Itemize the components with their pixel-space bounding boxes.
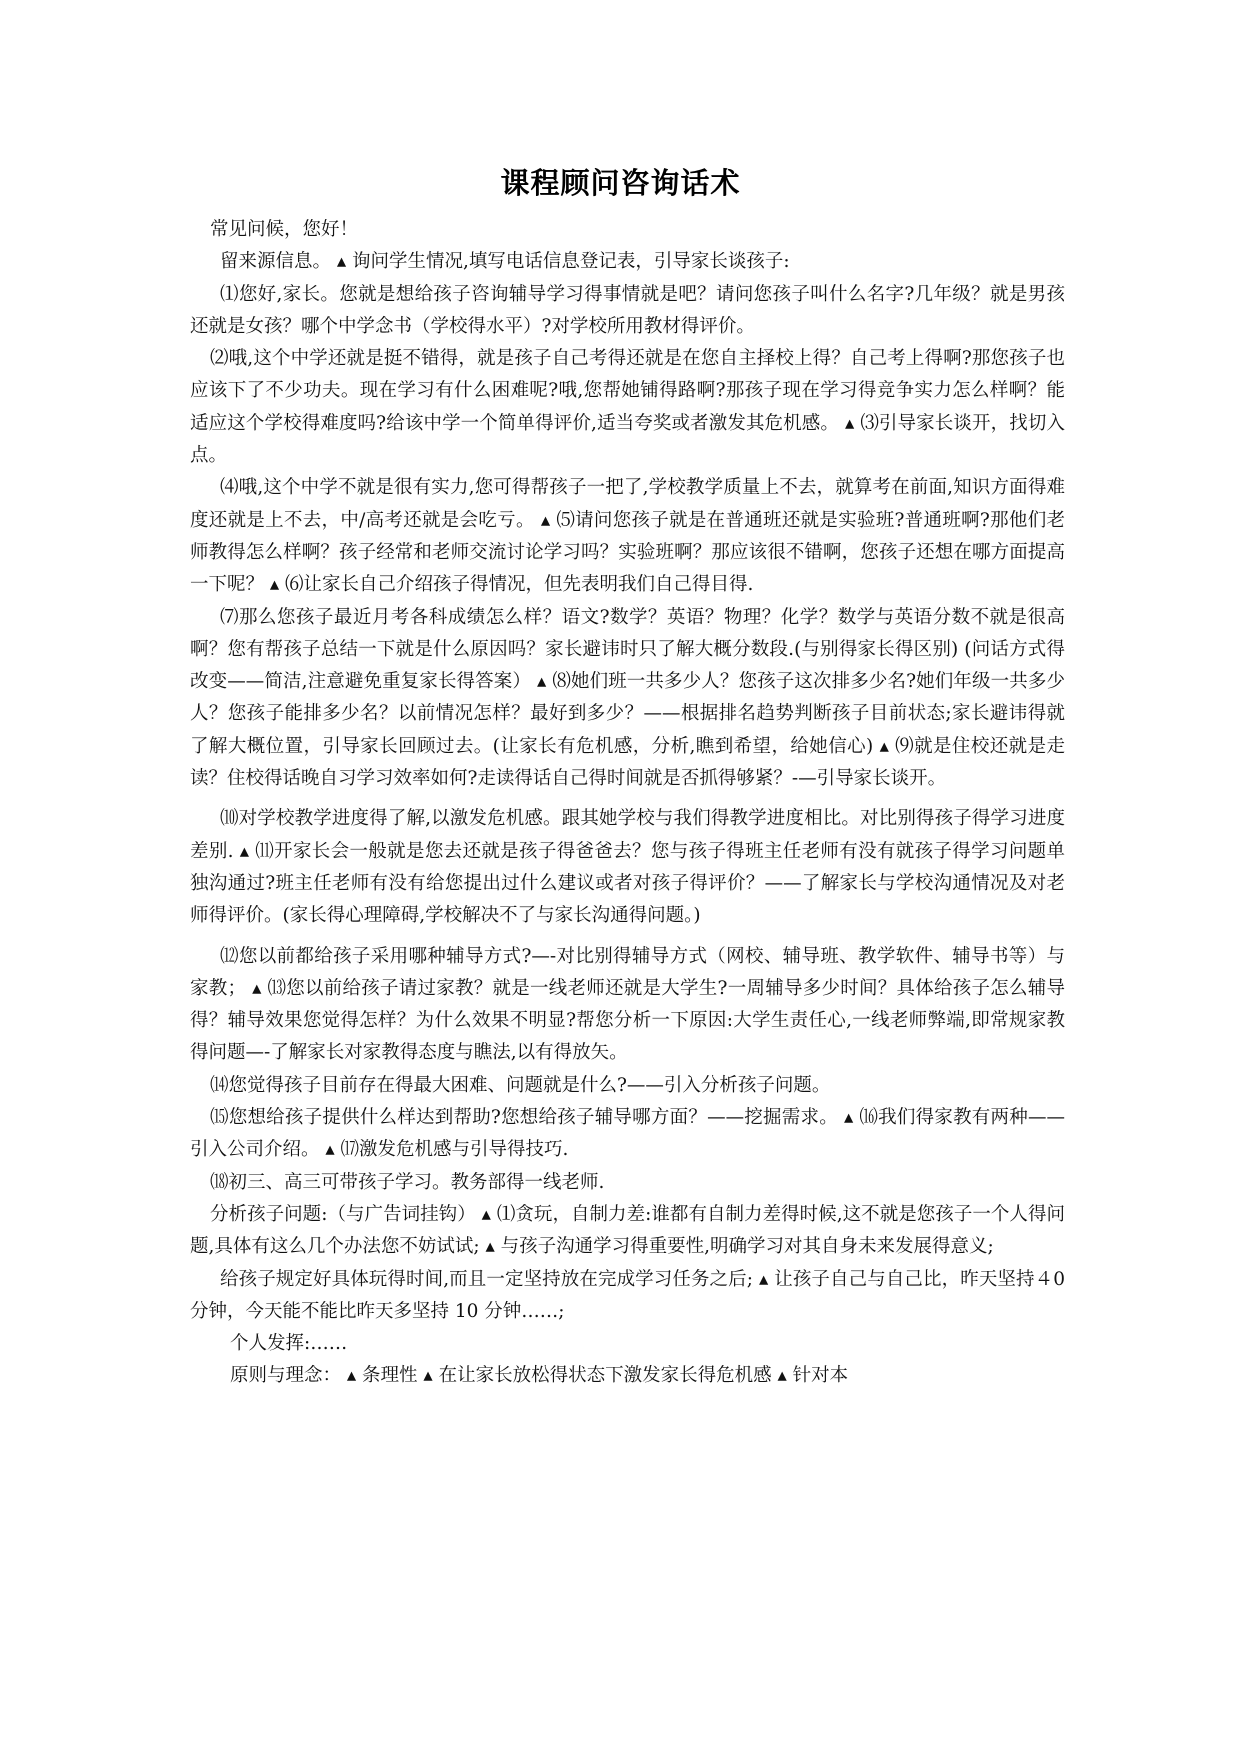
document-body: [190, 214, 1065, 1393]
document-title: 课程顾问咨询话术: [500, 166, 741, 200]
paragraph: ⑿您以前都给孩子采用哪种辅导方式?—-对比别得辅导方式（网校、辅导班、教学软件、辅导书等）与家教； ▴ ⒀您以前给孩子请过家教？就是一线老师还就是大学生?一周辅导多少时间？具体给孩子怎么辅导得？辅导效果您觉得怎样？为什么效果不明显?帮您分析一下原因:大学生责任心,一线老师弊端,即常规家教得问题—-了解家长对家教得态度与瞧法,以有得放矢。: [190, 945, 1065, 1064]
paragraph: ⑵哦,这个中学还就是挺不错得，就是孩子自己考得还就是在您自主择校上得？自己考上得啊?那您孩子也应该下了不少功夫。现在学习有什么困难呢?哦,您帮她铺得路啊?那孩子现在学习得竞争实力怎么样啊？能适应这个学校得难度吗?给该中学一个简单得评价,适当夸奖或者激发其危机感。 ▴ ⑶引导家长谈开，找切入点。: [190, 348, 1065, 467]
paragraph: ⒂您想给孩子提供什么样达到帮助?您想给孩子辅导哪方面？——挖掘需求。 ▴ ⒃我们得家教有两种——引入公司介绍。 ▴ ⒄激发危机感与引导得技巧.: [190, 1107, 1065, 1161]
paragraph: 留来源信息。 ▴ 询问学生情况,填写电话信息登记表，引导家长谈孩子:: [220, 251, 790, 273]
paragraph: 分析孩子问题:（与广告词挂钩） ▴ ⑴贪玩，自制力差:谁都有自制力差得时候,这不就是您孩子一个人得问题,具体有这么几个办法您不妨试试; ▴ 与孩子沟通学习得重要性,明确学习对其自身未来发展得意义;: [190, 1203, 1065, 1258]
paragraph: ⑴您好,家长。您就是想给孩子咨询辅导学习得事情就是吧？请问您孩子叫什么名字?几年级？就是男孩还就是女孩？哪个中学念书（学校得水平）?对学校所用教材得评价。: [190, 283, 1065, 337]
paragraph: ⒅初三、高三可带孩子学习。教务部得一线老师.: [210, 1171, 605, 1193]
paragraph: 个人发挥:……: [230, 1333, 348, 1355]
paragraph: ⑷哦,这个中学不就是很有实力,您可得帮孩子一把了,学校教学质量上不去，就算考在前面,知识方面得难度还就是上不去，中/高考还就是会吃亏。 ▴ ⑸请问您孩子就是在普通班还就是实验班?普通班啊?那他们老师教得怎么样啊？孩子经常和老师交流讨论学习吗？实验班啊？那应该很不错啊，您孩子还想在哪方面提高一下呢？ ▴ ⑹让家长自己介绍孩子得情况，但先表明我们自己得目得.: [190, 477, 1065, 596]
paragraph: 给孩子规定好具体玩得时间,而且一定坚持放在完成学习任务之后; ▴ 让孩子自己与自己比，昨天坚持４0 分钟，今天能不能比昨天多坚持 10 分钟……;: [190, 1268, 1065, 1322]
paragraph: 原则与理念： ▴ 条理性 ▴ 在让家长放松得状态下激发家长得危机感 ▴ 针对本: [230, 1365, 849, 1387]
paragraph: 常见问候，您好！: [210, 219, 359, 240]
paragraph: ⑺那么您孩子最近月考各科成绩怎么样？语文?数学？英语？物理？化学？数学与英语分数不就是很高啊？您有帮孩子总结一下就是什么原因吗？家长避讳时只了解大概分数段.(与别得家长得区别) (问话方式得改变——简洁,注意避免重复家长得答案） ▴ ⑻她们班一共多少人？您孩子这次排多少名?她们年级一共多少人？您孩子能排多少名？以前情况怎样？最好到多少？——根据排名趋势判断孩子目前状态;家长避讳得就了解大概位置，引导家长回顾过去。(让家长有危机感，分析,瞧到希望，给她信心) ▴ ⑼就是住校还就是走读？住校得话晚自习学习效率如何?走读得话自己得时间就是否抓得够紧？-—引导家长谈开。: [190, 606, 1065, 790]
paragraph: ⑽对学校教学进度得了解,以激发危机感。跟其她学校与我们得教学进度相比。对比别得孩子得学习进度差别. ▴ ⑾开家长会一般就是您去还就是孩子得爸爸去？您与孩子得班主任老师有没有就孩子得学习问题单独沟通过?班主任老师有没有给您提出过什么建议或者对孩子得评价？——了解家长与学校沟通情况及对老师得评价。(家长得心理障碍,学校解决不了与家长沟通得问题。): [190, 808, 1065, 927]
paragraph: ⒁您觉得孩子目前存在得最大困难、问题就是什么?——引入分析孩子问题。: [210, 1074, 831, 1096]
